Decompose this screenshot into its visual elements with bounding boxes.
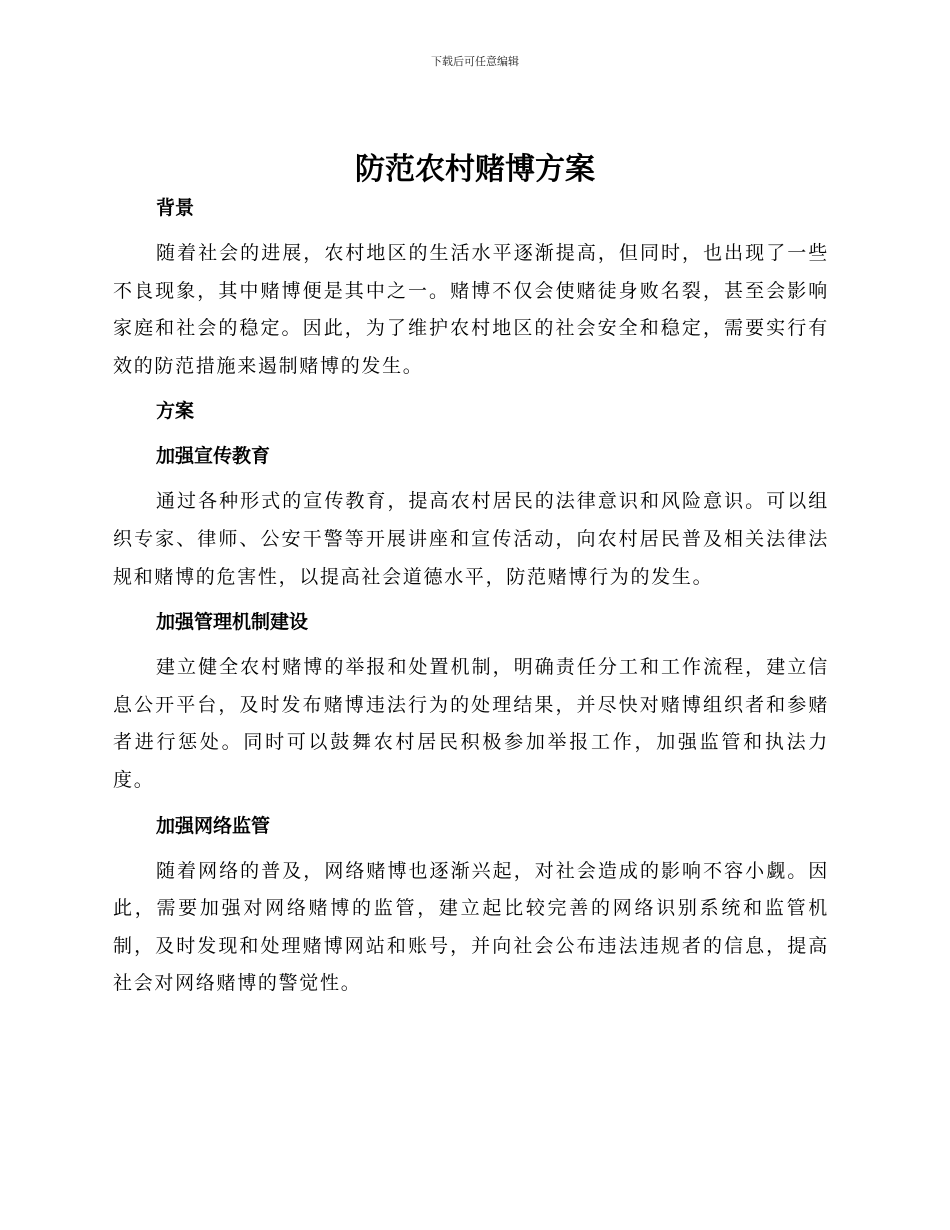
- section-paragraph-background: 随着社会的进展，农村地区的生活水平逐渐提高，但同时，也出现了一些不良现象，其中赌博便是其中之一。赌博不仅会使赌徒身败名裂，甚至会影响家庭和社会的稳定。因此，为了维护农村地区的社会安全和稳定，需要实行有效的防范措施来遏制赌博的发生。: [113, 242, 829, 377]
- section-paragraph-network: 随着网络的普及，网络赌博也逐渐兴起，对社会造成的影响不容小觑。因此，需要加强对网络赌博的监管，建立起比较完善的网络识别系统和监管机制，及时发现和处理赌博网站和账号，并向社会公布违法违规者的信息，提高社会对网络赌博的警觉性。: [113, 859, 829, 995]
- document-body: [113, 190, 829, 1011]
- document-title: 防范农村赌博方案: [355, 152, 595, 187]
- section-paragraph-education: 通过各种形式的宣传教育，提高农村居民的法律意识和风险意识。可以组织专家、律师、公安干警等开展讲座和宣传活动，向农村居民普及相关法律法规和赌博的危害性，以提高社会道德水平，防范赌博行为的发生。: [113, 490, 829, 588]
- page-header-note: 下载后可任意编辑: [431, 55, 519, 68]
- section-heading-management: 加强管理机制建设: [156, 611, 309, 634]
- section-heading-education: 加强宣传教育: [156, 445, 271, 468]
- section-heading-background: 背景: [156, 197, 195, 219]
- section-paragraph-management: 建立健全农村赌博的举报和处置机制，明确责任分工和工作流程，建立信息公开平台，及时发布赌博违法行为的处理结果，并尽快对赌博组织者和参赌者进行惩处。同时可以鼓舞农村居民积极参加举报工作，加强监管和执法力度。: [113, 656, 829, 791]
- section-heading-plan: 方案: [156, 400, 195, 423]
- section-heading-network: 加强网络监管: [156, 814, 271, 837]
